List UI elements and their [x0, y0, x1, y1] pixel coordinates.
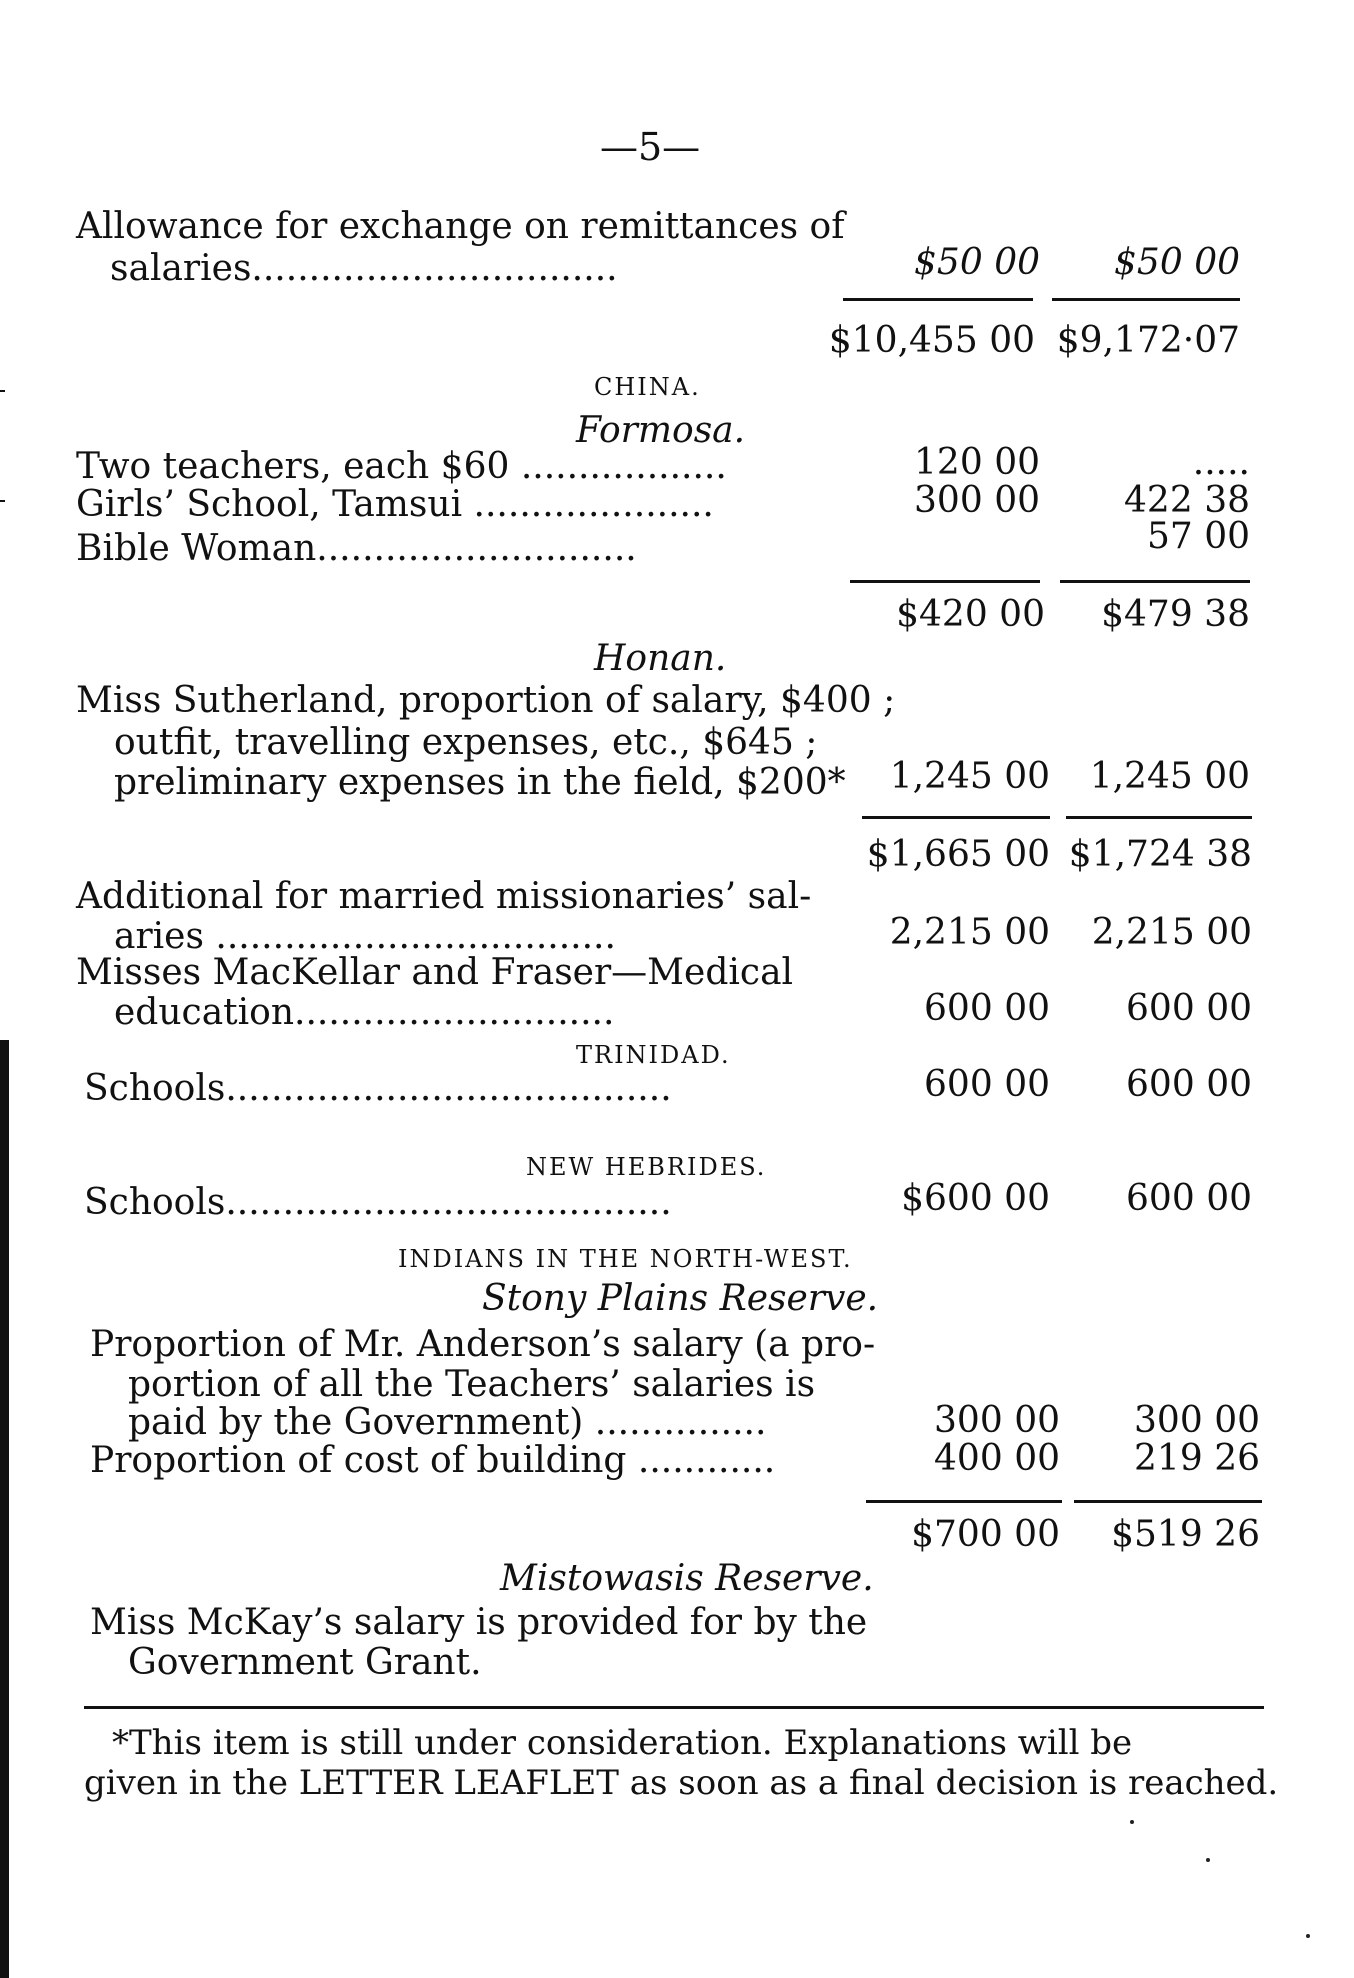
footnote-rule: [84, 1706, 1264, 1709]
china-row-col1: 120 00: [914, 442, 1040, 483]
china-row-label: Bible Woman............................: [76, 530, 637, 568]
new-hebrides-label: Schools.......................................: [84, 1184, 672, 1222]
scan-speck: [1306, 1934, 1310, 1938]
mistowasis-heading: Mistowasis Reserve.: [500, 1558, 874, 1599]
trinidad-label: Schools.......................................: [84, 1070, 672, 1108]
honan-line: preliminary expenses in the field, $200*: [114, 762, 846, 803]
sum-rule: [1074, 1500, 1262, 1503]
indians-line: portion of all the Teachers’ salaries is: [128, 1364, 816, 1405]
additional-label-line1: Additional for married missionaries’ sal-: [76, 876, 812, 917]
total-col1: $10,455 00: [828, 320, 1035, 361]
scan-mark: [0, 390, 5, 392]
honan-col1: 1,245 00: [889, 756, 1050, 797]
new-hebrides-col1: $600 00: [901, 1178, 1050, 1219]
misses-col2: 600 00: [1126, 988, 1252, 1029]
stony-plains-heading: Stony Plains Reserve.: [482, 1278, 879, 1319]
sum-rule: [1066, 816, 1252, 819]
anderson-col1: 300 00: [934, 1400, 1060, 1441]
page-number: —5—: [600, 125, 701, 169]
total-col2: $9,172·07: [1056, 320, 1240, 361]
formosa-subtotal-col1: $420 00: [896, 594, 1045, 635]
misses-label-line2: education............................: [114, 994, 615, 1032]
china-row-col1: 300 00: [914, 480, 1040, 521]
additional-col1: 2,215 00: [889, 912, 1050, 953]
additional-col2: 2,215 00: [1091, 912, 1252, 953]
sum-rule: [862, 816, 1050, 819]
sum-rule: [843, 298, 1033, 301]
page-edge-shadow: [0, 1040, 9, 1978]
trinidad-col2: 600 00: [1126, 1064, 1252, 1105]
honan-heading: Honan.: [594, 638, 727, 679]
sum-rule: [1060, 580, 1250, 583]
stony-subtotal-col1: $700 00: [911, 1514, 1060, 1555]
footnote-line1: *This item is still under consideration. Explanations will be: [112, 1723, 1133, 1763]
honan-line: outfit, travelling expenses, etc., $645 ;: [114, 722, 818, 763]
misses-label-line1: Misses MacKellar and Fraser—Medical: [76, 952, 794, 993]
exchange-amount-col1: $50 00: [914, 242, 1040, 283]
china-row-col2: 422 38: [1124, 480, 1250, 521]
formosa-subtotal-col2: $479 38: [1101, 594, 1250, 635]
scan-speck: [1130, 1820, 1134, 1824]
mckay-line1: Miss McKay’s salary is provided for by the: [90, 1602, 868, 1643]
china-row-label: Girls’ School, Tamsui .....................: [76, 486, 714, 524]
trinidad-col1: 600 00: [924, 1064, 1050, 1105]
sum-rule: [866, 1500, 1062, 1503]
anderson-col2: 300 00: [1134, 1400, 1260, 1441]
building-col1: 400 00: [934, 1438, 1060, 1479]
additional-label-line2: aries ...................................: [114, 918, 616, 956]
china-total-col1: $1,665 00: [866, 834, 1050, 875]
china-row-col2: 57 00: [1146, 516, 1250, 557]
exchange-label-line2: salaries................................: [110, 250, 618, 288]
honan-line: Miss Sutherland, proportion of salary, $400 ;: [76, 680, 896, 721]
china-row-label: Two teachers, each $60 ..................: [76, 448, 727, 486]
exchange-amount-col2: $50 00: [1114, 242, 1240, 283]
sum-rule: [1052, 298, 1240, 301]
trinidad-heading: TRINIDAD.: [576, 1041, 731, 1069]
formosa-heading: Formosa.: [576, 410, 746, 451]
china-heading: CHINA.: [594, 373, 701, 401]
indians-heading: INDIANS IN THE NORTH-WEST.: [398, 1245, 853, 1273]
indians-line: Proportion of cost of building ............: [90, 1442, 776, 1480]
mckay-line2: Government Grant.: [128, 1642, 482, 1683]
stony-subtotal-col2: $519 26: [1111, 1514, 1260, 1555]
building-col2: 219 26: [1134, 1438, 1260, 1479]
new-hebrides-heading: NEW HEBRIDES.: [526, 1153, 767, 1181]
honan-col2: 1,245 00: [1089, 756, 1250, 797]
exchange-label-line1: Allowance for exchange on remittances of: [76, 206, 845, 247]
sum-rule: [850, 580, 1040, 583]
indians-line: paid by the Government) ...............: [128, 1404, 767, 1442]
misses-col1: 600 00: [924, 988, 1050, 1029]
scan-speck: [1206, 1858, 1210, 1862]
china-total-col2: $1,724 38: [1068, 834, 1252, 875]
scan-mark: [0, 500, 5, 502]
new-hebrides-col2: 600 00: [1126, 1178, 1252, 1219]
indians-line: Proportion of Mr. Anderson’s salary (a pro-: [90, 1324, 876, 1365]
china-row-col2: .....: [1192, 442, 1250, 483]
footnote-line2: given in the LETTER LEAFLET as soon as a final decision is reached.: [84, 1763, 1279, 1803]
